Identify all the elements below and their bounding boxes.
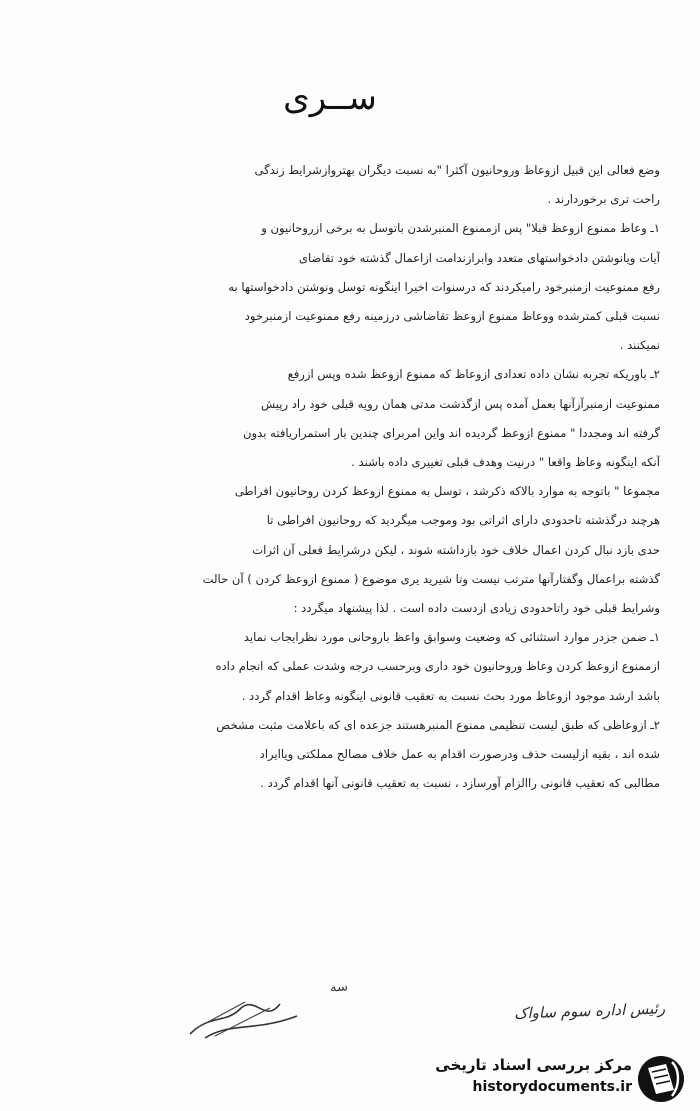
paragraph xyxy=(28,156,660,214)
text-line: آیات ویانوشتن دادخواستهای متعدد وابرازندامت ازاعمال گذشته خود تقاضای xyxy=(298,250,660,265)
text-line: ۱ـ ضمن جزدر موارد استثنائی که وضعیت وسوابق واعظ باروحانی مورد نظرایجاب نماید xyxy=(243,630,660,645)
text-line: آنکه اینگونه وعاظ واقعا " درنیت وهدف قبلی تغییری داده باشند . xyxy=(351,455,660,470)
archive-name: مرکز بررسی اسناد تاریخی xyxy=(435,1056,632,1074)
text-line: وشرایط قبلی خود راتاحدودی زیادی ازدست داده است . لذا پیشنهاد میگردد : xyxy=(293,601,660,616)
archive-watermark xyxy=(390,1052,690,1108)
paragraph xyxy=(28,711,660,799)
paragraph xyxy=(28,360,660,477)
text-line: ازممنوع ازوعظ کردن وعاظ وروحانیون خود داری وبرحسب درجه وشدت عملی که انجام داده xyxy=(215,659,660,674)
paragraph xyxy=(28,623,660,711)
signature-text: رئیس اداره سوم ساواک xyxy=(513,999,666,1023)
text-line: مجموعا " باتوجه به موارد بالاکه ذکرشد ، توسل به ممنوع ازوعظ کردن روحانیون افراطی xyxy=(234,484,660,499)
text-line: رفع ممنوعیت ازمنبرخود رامیکردند که درسنوات اخیرا اینگونه توسل ونوشتن دادخواستها به xyxy=(228,279,660,294)
text-line: ۱ـ وعاظ ممنوع ازوعظ قبلا" پس ازممنوع المنبرشدن باتوسل به برخی ازروحانیون و xyxy=(261,221,660,236)
text-line: شده اند ، بقیه ازلیست حذف ودرصورت اقدام به عمل خلاف مصالح مملکتی ویاایراد xyxy=(259,747,660,762)
signature-scribble-icon xyxy=(185,994,305,1044)
archive-logo-icon xyxy=(636,1052,686,1106)
text-line: نسبت قبلی کمترشده ووعاظ ممنوع ازوعظ تقاضاشی درزمینه رفع ممنوعیت ازمنبرخود xyxy=(244,309,660,324)
signature-mark: سه xyxy=(329,979,349,996)
archive-url: historydocuments.ir xyxy=(472,1079,632,1095)
text-line: گذشته براعمال وگفتارآنها مترتب نیست وتا شیرید یری موضوع ( ممنوع ازوعظ کردن ) آن حالت xyxy=(202,571,660,586)
document-body xyxy=(28,156,660,798)
text-line: ممنوعیت ازمنبرآزآنها بعمل آمده پس ازگذشت مدتی همان رویه قبلی خود راد رپیش xyxy=(260,396,660,411)
text-line: حدی بازد نبال کردن اعمال خلاف خود بازداشته شوند ، لیکن درشرایط فعلی آن اثرات xyxy=(252,542,660,557)
paragraph xyxy=(28,214,660,360)
text-line: راحت تری برخوردارند . xyxy=(547,192,660,207)
text-line: هرچند درگذشته تاحدودی دارای اثراتی بود وموجب میگردید که روحانیون افراطی تا xyxy=(266,513,660,528)
classification-title: ســری xyxy=(283,78,377,118)
text-line: نمیکنند . xyxy=(619,338,660,353)
text-line: باشد ارشد موجود ازوعاظ مورد بحث نسبت به تعقیب قانونی اینگونه وعاظ اقدام گردد . xyxy=(241,688,660,703)
text-line: مطالبی که تعقیب قانونی راالزام آورسازد ، نسبت به تعقیب قانونی آنها اقدام گردد . xyxy=(260,776,660,791)
handwritten-signature xyxy=(185,990,665,1050)
paragraph xyxy=(28,477,660,623)
text-line: ۲ـ ازوعاظی که طبق لیست تنظیمی ممنوع المنبرهستند جزعده ای که باعلامت مثبت مشخص xyxy=(216,717,660,732)
text-line: گرفته اند ومجددا " ممنوع ازوعظ گردیده اند واین امربرای چندین بار استمراریافته بدون xyxy=(243,425,660,440)
text-line: ۲ـ باوریکه تجربه نشان داده تعدادی ازوعاظ که ممنوع ازوعظ شده وپس ازرفع xyxy=(287,367,660,382)
text-line: وضع فعالی این قبیل ازوعاظ وروحانیون آکثرا "به نسبت دیگران بهتروازشرایط زندگی xyxy=(254,163,660,177)
